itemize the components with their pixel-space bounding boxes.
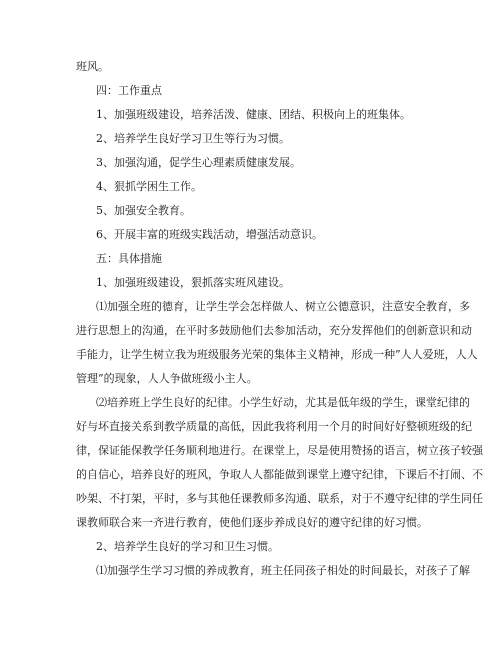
list-item: 1、加强班级建设，狠抓落实班风建设。 bbox=[96, 276, 290, 289]
text-line: 律，保证能保教学任务顺利地进行。在课堂上，尽是使用赞扬的语言，树立孩子较强 bbox=[76, 444, 483, 457]
text-line: 进行思想上的沟通，在平时多鼓励他们去参加活动，充分发挥他们的创新意识和动 bbox=[76, 324, 472, 337]
list-item: 2、培养学生良好学习卫生等行为习惯。 bbox=[96, 132, 290, 145]
list-item: 4、狠抓学困生工作。 bbox=[96, 180, 202, 193]
list-item: 2、培养学生良好的学习和卫生习惯。 bbox=[96, 540, 279, 553]
list-item: 3、加强沟通，促学生心理素质健康发展。 bbox=[96, 156, 301, 169]
text-line: 管理”的现象，人人争做班级小主人。 bbox=[76, 372, 258, 385]
text-line: ⑵培养班上学生良好的纪律。小学生好动，尤其是低年级的学生，课堂纪律的 bbox=[96, 396, 470, 409]
text-line: 吵架、不打架，平时，多与其他任课教师多沟通、联系，对于不遵守纪律的学生同任 bbox=[76, 492, 483, 505]
text-line: 课教师联合来一齐进行教育，使他们逐步养成良好的遵守纪律的好习惯。 bbox=[76, 516, 428, 529]
text-line: 的自信心，培养良好的班风，争取人人都能做到课堂上遵守纪律，下课后不打闹、不 bbox=[76, 468, 483, 481]
list-item: 5、加强安全教育。 bbox=[96, 204, 191, 217]
list-item: 1、加强班级建设，培养活泼、健康、团结、积极向上的班集体。 bbox=[96, 108, 411, 121]
text-line: ⑴加强全班的德育，让学生学会怎样做人、树立公德意识，注意安全教育，多 bbox=[96, 300, 470, 313]
section-heading: 五：具体措施 bbox=[96, 252, 162, 265]
text-line: ⑴加强学生学习习惯的养成教育，班主任同孩子相处的时间最长，对孩子了解 bbox=[96, 564, 470, 577]
text-line: 好与坏直接关系到教学质量的高低，因此我将利用一个月的时间好好整顿班级的纪 bbox=[76, 420, 472, 433]
text-line: 班风。 bbox=[76, 60, 109, 73]
list-item: 6、开展丰富的班级实践活动，增强活动意识。 bbox=[96, 228, 323, 241]
text-line: 手能力，让学生树立我为班级服务光荣的集体主义精神，形成一种”人人爱班，人人 bbox=[76, 348, 478, 361]
section-heading: 四：工作重点 bbox=[96, 84, 162, 97]
